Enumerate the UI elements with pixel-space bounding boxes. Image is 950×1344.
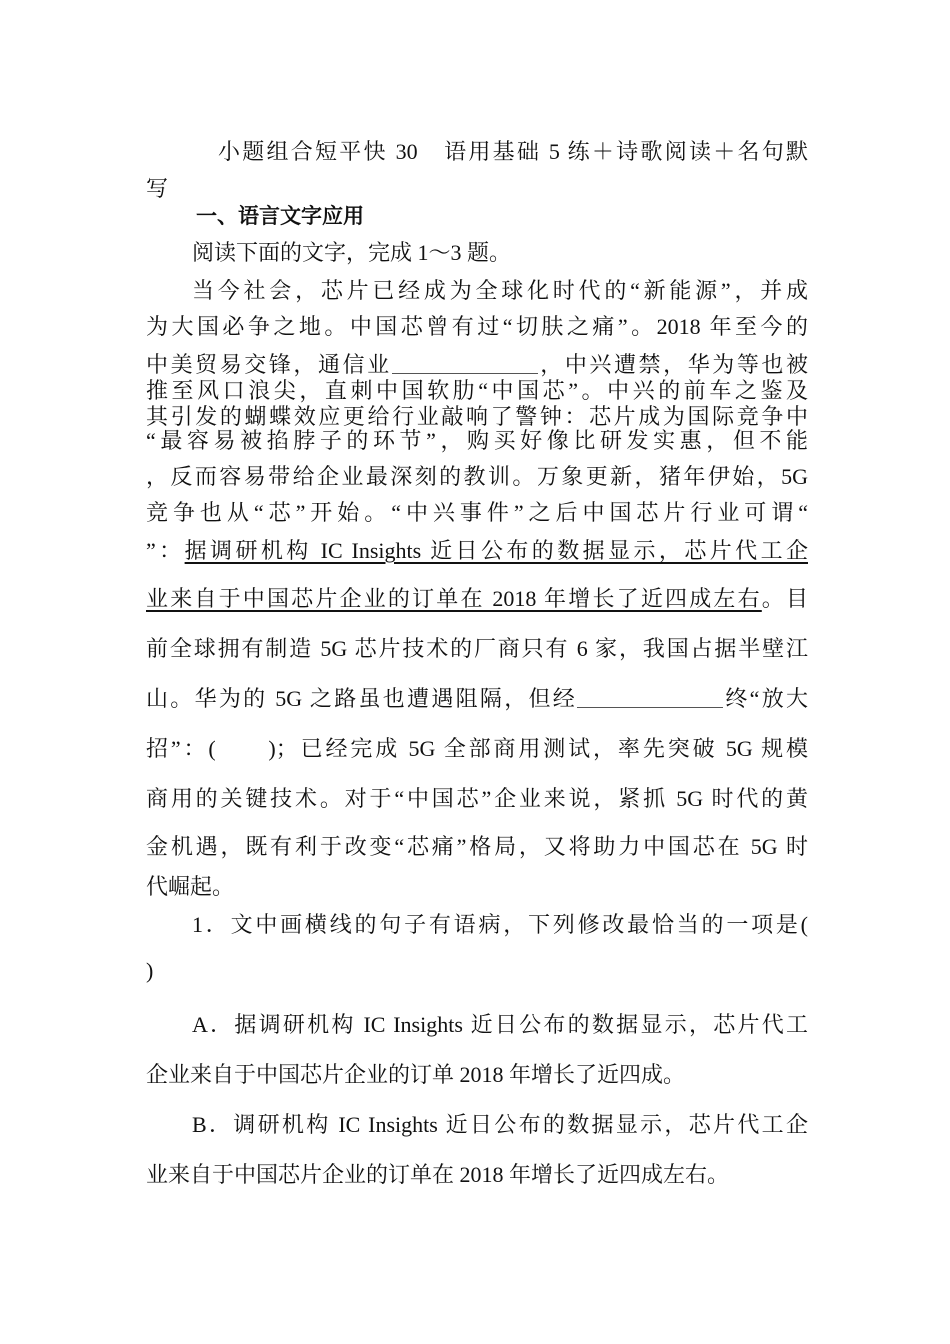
section-heading: 一、语言文字应用 — [196, 204, 364, 228]
passage-line: 招”：( )；已经完成 5G 全部商用测试，率先突破 5G 规模 — [146, 736, 808, 761]
question-1-stem: 1．文中画横线的句子有语病，下列修改最恰当的一项是( — [192, 912, 808, 937]
title-line-1 — [218, 135, 808, 166]
passage-line: ，反而容易带给企业最深刻的教训。万象更新，猪年伊始，5G — [146, 464, 808, 489]
passage-line: 山。华为的 5G 之路虽也遭遇阻隔，但经 终“放大 — [146, 686, 809, 711]
passage-line: 代崛起。 — [146, 874, 235, 899]
passage-line: 中美贸易交锋，通信业 ，中兴遭禁，华为等也被 — [146, 352, 808, 377]
option-a-cont: 企业来自于中国芯片企业的订单 2018 年增长了近四成。 — [146, 1062, 686, 1087]
passage-line: 其引发的蝴蝶效应更给行业敲响了警钟：芯片成为国际竞争中 — [146, 404, 808, 429]
underlined-sentence: 据调研机构 IC Insights 近日公布的数据显示，芯片代工企 — [184, 538, 808, 563]
section-instruction: 阅读下面的文字，完成 1～3 题。 — [192, 240, 512, 265]
passage-line: 竞争也从“芯”开始。“中兴事件”之后中国芯片行业可谓“ — [146, 500, 808, 525]
option-a[interactable]: A．据调研机构 IC Insights 近日公布的数据显示，芯片代工 — [192, 1012, 808, 1037]
passage-line: 当今社会，芯片已经成为全球化时代的“新能源”，并成 — [192, 278, 808, 303]
passage-line: “最容易被掐脖子的环节”，购买好像比研发实惠，但不能 — [146, 428, 808, 453]
title-line-2: 写 — [146, 176, 169, 201]
underlined-sentence: 业来自于中国芯片企业的订单在 2018 年增长了近四成左右 — [146, 586, 762, 611]
passage-line: 业来自于中国芯片企业的订单在 2018 年增长了近四成左右。目 — [146, 586, 808, 611]
question-1-stem-end: ) — [146, 958, 154, 983]
passage-line: 为大国必争之地。中国芯曾有过“切肤之痛”。2018 年至今的 — [146, 314, 808, 339]
passage-line: 商用的关键技术。对于“中国芯”企业来说，紧抓 5G 时代的黄 — [146, 786, 808, 811]
option-b-cont: 业来自于中国芯片企业的订单在 2018 年增长了近四成左右。 — [146, 1162, 730, 1187]
passage-line: ”：据调研机构 IC Insights 近日公布的数据显示，芯片代工企 — [146, 538, 808, 563]
option-b[interactable]: B．调研机构 IC Insights 近日公布的数据显示，芯片代工企 — [192, 1112, 808, 1137]
passage-line: 前全球拥有制造 5G 芯片技术的厂商只有 6 家，我国占据半壁江 — [146, 636, 808, 661]
title-text: 小题组合短平快 30 语用基础 5 练＋诗歌阅读＋名句默 — [218, 139, 808, 164]
passage-line: 金机遇，既有利于改变“芯痛”格局，又将助力中国芯在 5G 时 — [146, 834, 808, 859]
passage-line: 推至风口浪尖，直刺中国软肋“中国芯”。中兴的前车之鉴及 — [146, 378, 808, 403]
fill-blank-2[interactable] — [577, 687, 723, 708]
fill-blank-1[interactable] — [392, 353, 538, 374]
